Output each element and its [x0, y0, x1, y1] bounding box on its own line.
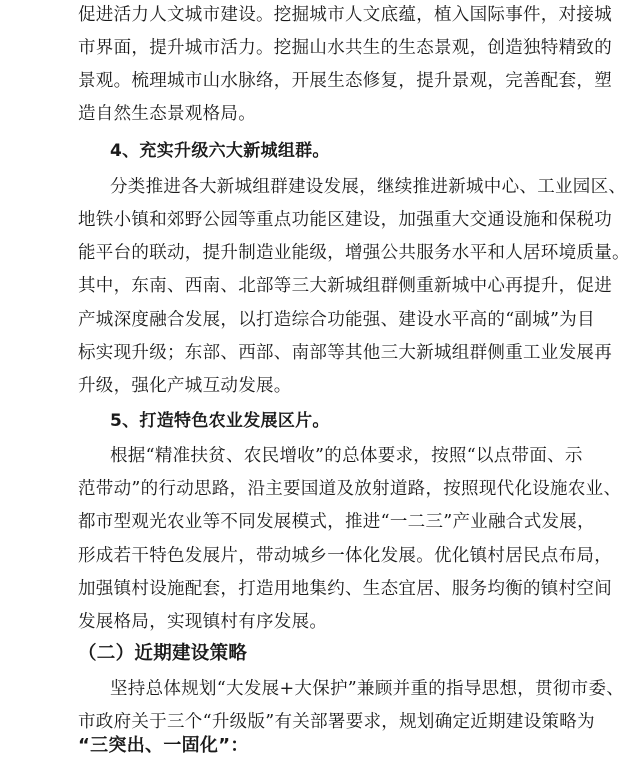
subheading-5: 5、打造特色农业发展区片。 [110, 411, 330, 431]
paragraph-line: 产城深度融合发展，以打造综合功能强、建设水平高的“副城”为目 [78, 310, 595, 330]
paragraph-line: 根据“精准扶贫、农民增收”的总体要求，按照“以点带面、示 [110, 446, 583, 466]
subheading-4: 4、充实升级六大新城组群。 [110, 141, 330, 161]
paragraph-line: 促进活力人文城市建设。挖掘城市人文底蕴，植入国际事件，对接城 [78, 5, 612, 25]
paragraph-line: 造自然生态景观格局。 [78, 104, 256, 124]
paragraph-line: 加强镇村设施配套，打造用地集约、生态宜居、服务均衡的镇村空间 [78, 579, 612, 599]
paragraph-line: 发展格局，实现镇村有序发展。 [78, 612, 328, 632]
paragraph-line: 标实现升级；东部、西部、南部等其他三大新城组群侧重工业发展再 [78, 343, 612, 363]
paragraph-line: 都市型观光农业等不同发展模式，推进“一二三”产业融合式发展， [78, 512, 595, 532]
paragraph-line: 市界面，提升城市活力。挖掘山水共生的生态景观，创造独特精致的 [78, 38, 612, 58]
paragraph-line: 升级，强化产城互动发展。 [78, 376, 292, 396]
paragraph-line: 其中，东南、西南、北部等三大新城组群侧重新城中心再提升，促进 [78, 276, 612, 296]
paragraph-line: 景观。梳理城市山水脉络，开展生态修复，提升景观，完善配套，塑 [78, 71, 612, 91]
paragraph-line: 地铁小镇和郊野公园等重点功能区建设，加强重大交通设施和保税功 [78, 210, 612, 230]
strategy-title: “三突出、一固化”： [78, 735, 249, 756]
section-heading: （二）近期建设策略 [78, 643, 248, 664]
paragraph-line: 范带动”的行动思路，沿主要国道及放射道路，按照现代化设施农业、 [78, 479, 622, 499]
paragraph-line: 分类推进各大新城组群建设发展，继续推进新城中心、工业园区、 [110, 177, 627, 197]
paragraph-line: 能平台的联动，提升制造业能级，增强公共服务水平和人居环境质量。 [78, 243, 630, 263]
paragraph-line: 形成若干特色发展片，带动城乡一体化发展。优化镇村居民点布局， [78, 546, 612, 566]
paragraph-line: 坚持总体规划“大发展+大保护”兼顾并重的指导思想，贯彻市委、 [110, 679, 625, 699]
paragraph-line: 市政府关于三个“升级版”有关部署要求，规划确定近期建设策略为 [78, 712, 595, 732]
